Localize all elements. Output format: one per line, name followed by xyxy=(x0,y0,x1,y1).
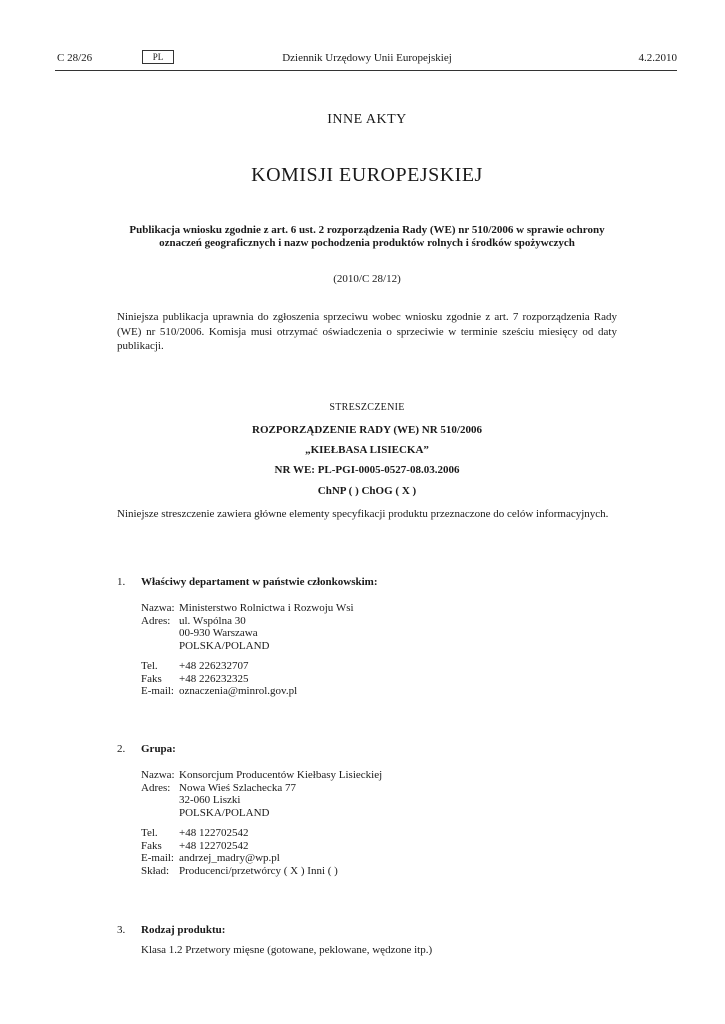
tel-label: Tel. xyxy=(141,660,158,672)
language-badge: PL xyxy=(142,50,174,64)
address-line: 00-930 Warszawa xyxy=(179,627,258,640)
section-1-title: Właściwy departament w państwie członkowskim: xyxy=(141,576,378,588)
address-line: 32-060 Liszki xyxy=(179,794,241,807)
journal-title: Dziennik Urzędowy Unii Europejskiej xyxy=(282,52,452,64)
department-name: Ministerstwo Rolnictwa i Rozwoju Wsi xyxy=(179,602,354,614)
address-label: Adres: xyxy=(141,781,171,794)
section-subheading: KOMISJI EUROPEJSKIEJ xyxy=(251,164,483,186)
section-1-contact-block xyxy=(141,660,297,698)
page-reference: C 28/26 xyxy=(57,52,93,64)
section-3-title: Rodzaj produktu: xyxy=(141,924,226,936)
composition-value: Producenci/przetwórcy ( X ) Inni ( ) xyxy=(179,864,338,877)
email-label: E-mail: xyxy=(141,852,174,865)
address-line: Nowa Wieś Szlachecka 77 xyxy=(179,781,296,794)
tel-label: Tel. xyxy=(141,827,158,839)
section-2-contact-block xyxy=(141,827,338,877)
section-1-address-block xyxy=(141,602,354,652)
address-line: POLSKA/POLAND xyxy=(179,639,270,652)
section-2-title: Grupa: xyxy=(141,743,176,755)
summary-label: STRESZCZENIE xyxy=(329,402,405,413)
email-value: andrzej_madry@wp.pl xyxy=(179,852,280,865)
intro-paragraph: Niniejsza publikacja uprawnia do zgłoszenia sprzeciwu wobec wniosku zgodnie z art. 7 rozporządzenia Rady (WE) nr 510/2006. Komisja musi otrzymać oświadczenia o sprzeciwie w terminie sześciu miesięcy od daty publikacji. xyxy=(117,311,617,352)
document-reference: (2010/C 28/12) xyxy=(333,273,401,285)
address-label: Adres: xyxy=(141,614,171,627)
fax-label: Faks xyxy=(141,672,162,685)
product-name: „KIEŁBASA LISIECKA” xyxy=(305,444,429,456)
product-class: Klasa 1.2 Przetwory mięsne (gotowane, peklowane, wędzone itp.) xyxy=(141,944,433,956)
section-2-address-block xyxy=(141,769,382,819)
email-label: E-mail: xyxy=(141,685,174,698)
name-label: Nazwa: xyxy=(141,769,175,781)
tel-value: +48 226232707 xyxy=(179,660,249,672)
composition-label: Skład: xyxy=(141,864,170,877)
section-2-number: 2. xyxy=(117,743,126,755)
section-3-number: 3. xyxy=(117,924,126,936)
address-line: POLSKA/POLAND xyxy=(179,806,270,819)
group-name: Konsorcjum Producentów Kiełbasy Lisieckiej xyxy=(179,769,383,781)
summary-note: Niniejsze streszczenie zawiera główne elementy specyfikacji produktu przeznaczone do celów informacyjnych. xyxy=(117,508,609,520)
section-heading: INNE AKTY xyxy=(327,112,407,127)
fax-value: +48 226232325 xyxy=(179,672,249,685)
regulation-title: ROZPORZĄDZENIE RADY (WE) NR 510/2006 xyxy=(252,424,482,436)
nr-we: NR WE: PL-PGI-0005-0527-08.03.2006 xyxy=(274,464,460,476)
section-1-number: 1. xyxy=(117,576,126,588)
tel-value: +48 122702542 xyxy=(179,827,249,839)
fax-value: +48 122702542 xyxy=(179,839,249,852)
fax-label: Faks xyxy=(141,839,162,852)
publication-date: 4.2.2010 xyxy=(638,52,677,64)
address-line: ul. Wspólna 30 xyxy=(179,614,246,627)
publication-title: Publikacja wniosku zgodnie z art. 6 ust. 2 rozporządzenia Rady (WE) nr 510/2006 w sprawie ochrony oznaczeń geograficznych i nazw pochodzenia produktów rolnych i środków spożywczych xyxy=(129,224,605,249)
header-divider xyxy=(55,70,677,71)
name-label: Nazwa: xyxy=(141,602,175,614)
designation-type: ChNP ( ) ChOG ( X ) xyxy=(317,485,417,497)
email-value: oznaczenia@minrol.gov.pl xyxy=(179,685,298,698)
